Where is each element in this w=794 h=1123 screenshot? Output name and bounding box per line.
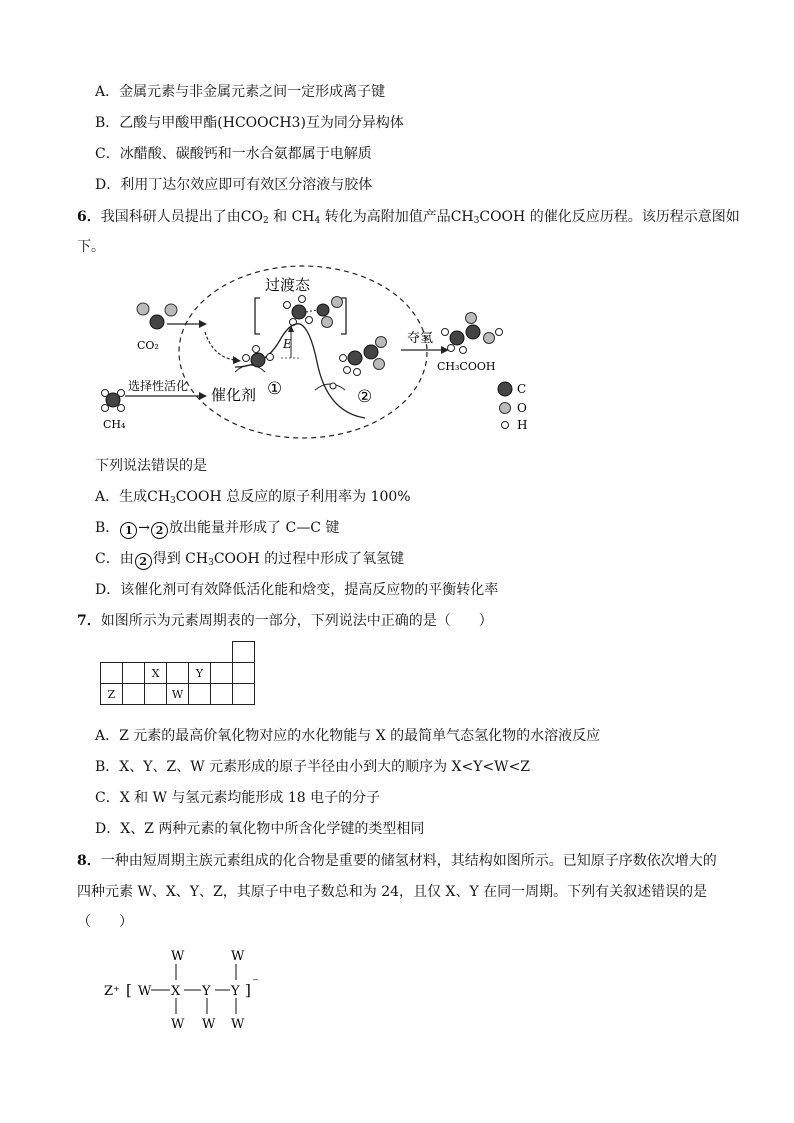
q5-option-b: B．乙酸与甲酸甲酯(HCOOCH3)互为同分异构体 <box>95 115 404 131</box>
selective-activation-label: 选择性活化 <box>128 379 189 393</box>
legend-oxygen: O <box>517 401 527 415</box>
bracket-close: ] <box>245 981 251 999</box>
step2-circle: 2 <box>151 522 168 539</box>
step1-molecule <box>243 346 274 368</box>
q7-option-c: C．X 和 W 与氢元素均能形成 18 电子的分子 <box>95 790 381 806</box>
element-y: Y <box>189 663 211 684</box>
q6-number: 6． <box>77 209 101 225</box>
ch4-label: CH₄ <box>103 418 126 431</box>
step1-circle: 1 <box>120 522 137 539</box>
co2-label: CO₂ <box>137 339 159 352</box>
structure-formula <box>100 940 280 1035</box>
atom-x: X <box>171 984 181 999</box>
dehydrogenation-label: 夺氢 <box>407 331 434 346</box>
transition-state-label: 过渡态 <box>265 276 311 294</box>
atom-w-bottom-x: W <box>171 1017 185 1032</box>
activation-energy-label: E <box>283 337 292 351</box>
step1-marker: ① <box>267 379 283 399</box>
step2-circle: 2 <box>135 553 152 570</box>
legend-hydrogen: H <box>517 418 528 432</box>
acetic-acid-molecule <box>442 313 503 354</box>
q7-option-b: B．X、Y、Z、W 元素形成的原子半径由小到大的顺序为 X<Y<W<Z <box>95 759 531 775</box>
atom-y1: Y <box>202 984 211 999</box>
step2-molecule <box>330 337 387 390</box>
periodic-table-fragment <box>100 641 255 705</box>
element-x: X <box>145 663 167 684</box>
step2-marker: ② <box>357 387 373 407</box>
q6-option-b: B． 1 → 2 放出能量并形成了 C—C 键 <box>95 520 340 537</box>
transition-state-molecules <box>284 296 343 328</box>
ch4-formula: $CH_4$ <box>291 209 321 226</box>
atom-w-left: W <box>138 984 152 999</box>
acid-formula: $CH_3COOH$ <box>450 209 526 226</box>
atom-w-top-y: W <box>231 949 245 964</box>
legend-carbon: C <box>517 382 527 396</box>
q5-option-a: A．金属元素与非金属元素之间一定形成离子键 <box>95 84 386 100</box>
q7-option-a: A．Z 元素的最高价氧化物对应的水化物能与 X 的最简单气态氢化物的水溶液反应 <box>95 728 601 744</box>
q8-stem-line1: 8．一种由短周期主族元素组成的化合物是重要的储氢材料，其结构如图所示。已知原子序数依次增大的 <box>77 853 717 869</box>
q8-number: 8． <box>77 853 101 869</box>
product-label: CH₃COOH <box>437 360 496 373</box>
q5-option-d: D．利用丁达尔效应即可有效区分溶液与胶体 <box>95 177 373 193</box>
element-z: Z <box>101 684 123 705</box>
q8-stem-line2: 四种元素 W、X、Y、Z，其原子中电子数总和为 24，且仅 X、Y 在同一周期。下列有关叙述错误的是 <box>77 884 708 900</box>
q7-option-d: D．X、Z 两种元素的氧化物中所含化学键的类型相同 <box>95 821 425 837</box>
co2-molecule <box>137 303 177 329</box>
q7-number: 7． <box>77 613 101 629</box>
q6-stem-line2: 下。 <box>77 239 105 255</box>
q8-stem-line3: （ ） <box>77 914 133 930</box>
q6-option-a: A．生成$CH_3COOH$ 总反应的原子利用率为 100% <box>95 489 411 506</box>
q7-stem: 7．如图所示为元素周期表的一部分，下列说法中正确的是（ ） <box>77 613 493 629</box>
q6-option-d: D．该催化剂可有效降低活化能和焓变，提高反应物的平衡转化率 <box>95 582 499 598</box>
co2-formula: $CO_2$ <box>240 209 269 226</box>
atom-y2: Y <box>231 984 240 999</box>
atom-w-bottom-y1: W <box>202 1017 216 1032</box>
reaction-mechanism-diagram <box>95 262 555 442</box>
z-cation: Z⁺ <box>104 984 120 999</box>
element-w: W <box>167 684 189 705</box>
bracket-open: [ <box>126 981 132 999</box>
q6-stem-line1: 6．我国科研人员提出了由$CO_2$ 和 $CH_4$ 转化为高附加值产品$CH_3COOH$ 的催化反应历程。该历程示意图如 <box>77 209 740 226</box>
catalyst-label: 催化剂 <box>211 386 257 404</box>
atom-w-top-x: W <box>171 949 185 964</box>
legend <box>498 382 527 432</box>
q5-option-c: C．冰醋酸、碳酸钙和一水合氨都属于电解质 <box>95 146 372 162</box>
ch4-molecule <box>102 390 125 412</box>
q6-question: 下列说法错误的是 <box>95 458 207 474</box>
atom-w-bottom-y2: W <box>231 1017 245 1032</box>
q6-option-c: C．由 2 得到 $CH_3COOH$ 的过程中形成了氧氢键 <box>95 551 405 568</box>
anion-charge: ⁻ <box>252 975 259 990</box>
